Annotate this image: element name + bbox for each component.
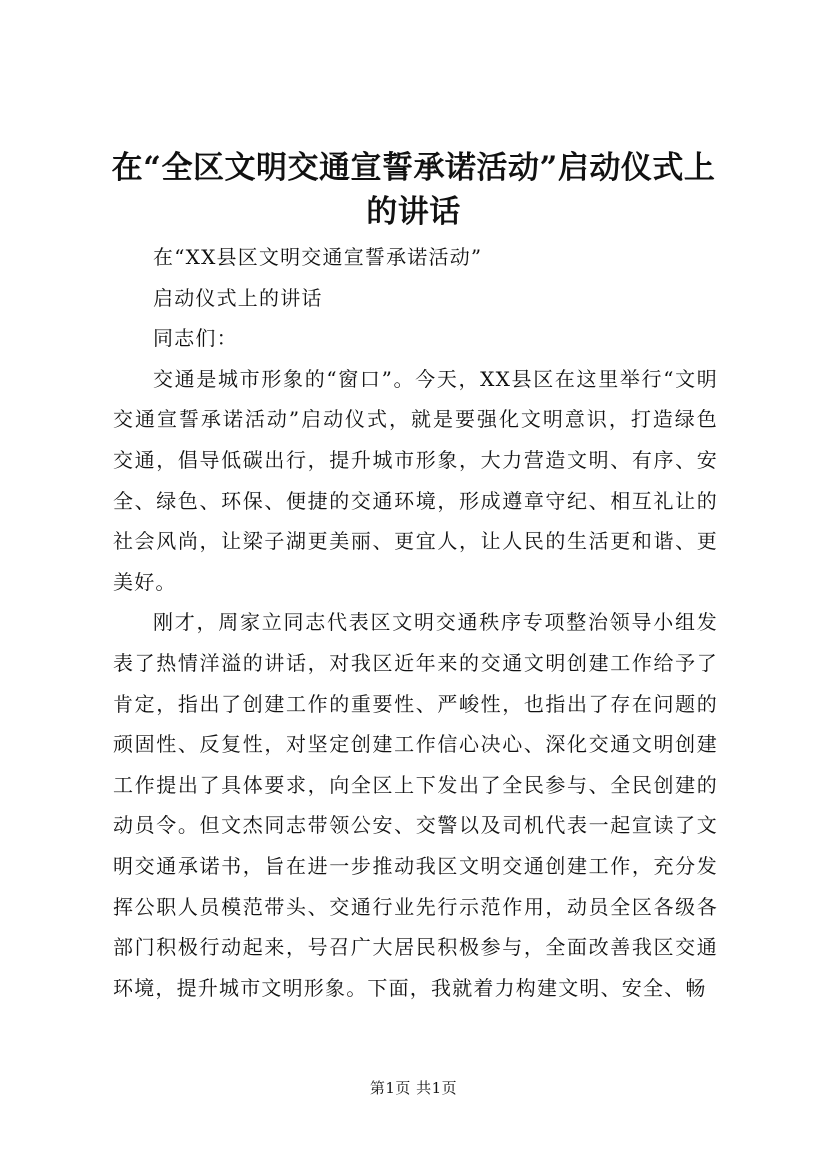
subtitle-line-1: 在“XX县区文明交通宣誓承诺活动”	[153, 245, 483, 269]
page-number-footer: 第1页 共1页	[369, 1079, 458, 1097]
subtitle-line-2: 启动仪式上的讲话	[153, 285, 323, 310]
title-line-2: 的讲话	[366, 194, 461, 230]
document-title	[100, 146, 727, 234]
body-paragraph: 交通是城市形象的“窗口”。今天，XX县区在这里举行“文明交通宣誓承诺活动”启动仪式，就是要强化文明意识，打造绿色交通，倡导低碳出行，提升城市形象，大力营造文明、有序、安全、绿色、环保、便捷的交通环境，形成遵章守纪、相互礼让的社会风尚，让梁子湖更美丽、更宜人，让人民的生活更和谐、更美好。	[113, 366, 718, 594]
title-line-1: 在“全区文明交通宣誓承诺活动”启动仪式上	[111, 150, 716, 186]
body-paragraph: 刚才，周家立同志代表区文明交通秩序专项整治领导小组发表了热情洋溢的讲话，对我区近年来的交通文明创建工作给予了肯定，指出了创建工作的重要性、严峻性，也指出了存在问题的顽固性、反复性，对坚定创建工作信心决心、深化交通文明创建工作提出了具体要求，向全区上下发出了全民参与、全民创建的动员令。但文杰同志带领公安、交警以及司机代表一起宣读了文明交通承诺书，旨在进一步推动我区文明交通创建工作，充分发挥公职人员模范带头、交通行业先行示范作用，动员全区各级各部门积极行动起来，号召广大居民积极参与，全面改善我区交通环境，提升城市文明形象。下面，我就着力构建文明、安全、畅	[113, 610, 718, 1000]
salutation: 同志们：	[153, 326, 238, 351]
document-body	[113, 237, 718, 1008]
